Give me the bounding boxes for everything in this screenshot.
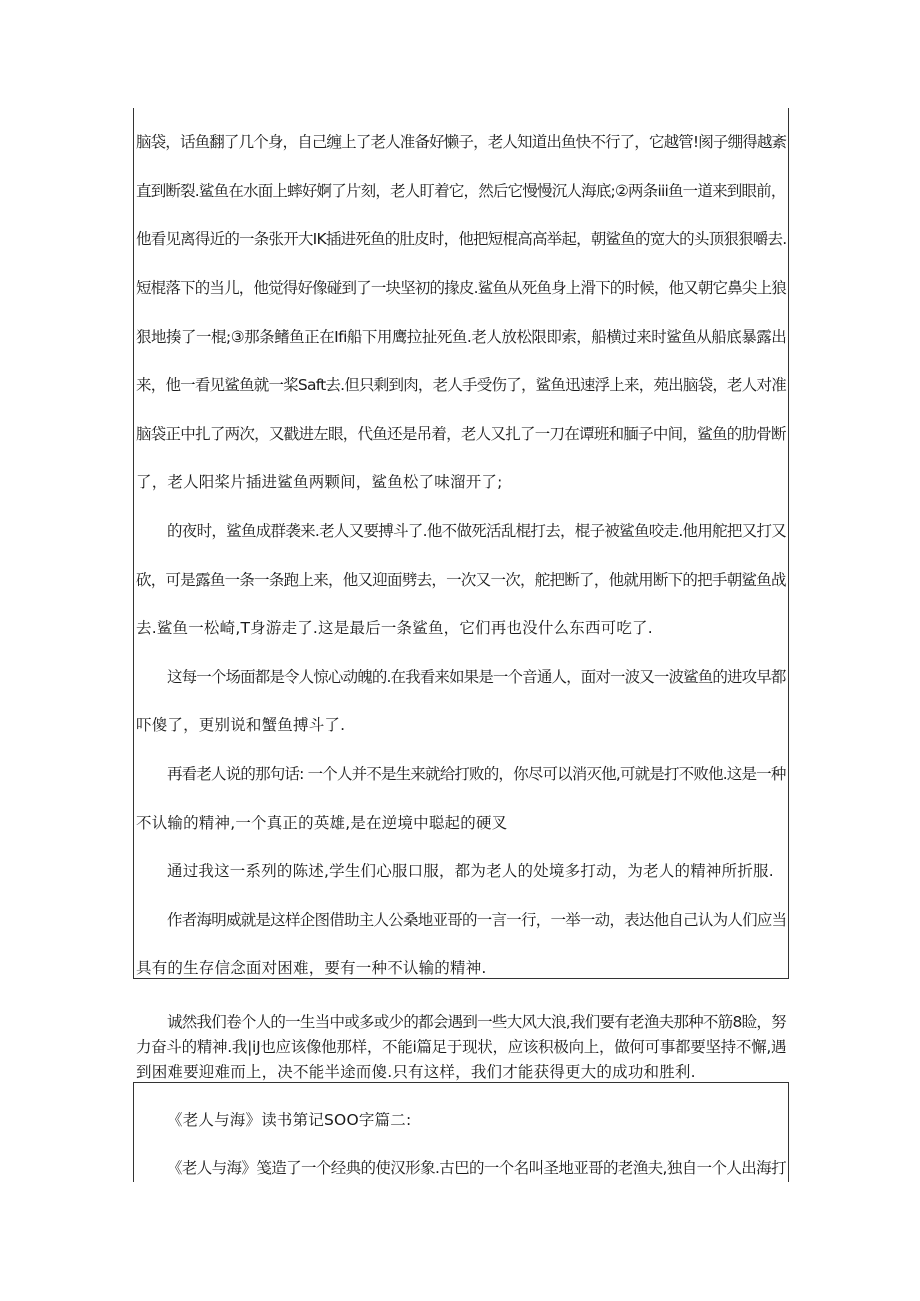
paragraph-line: 直到断裂.鲨鱼在水面上蟀好婀了片刻，老人盯着它，然后它慢慢沉人海底;②两条iii鱼一道来到眼前， <box>136 182 786 200</box>
paragraph-line: 去.鲨鱼一松崎,T身游走了.这是最后一条鲨鱼，它们再也没什么东西可吃了. <box>136 619 653 637</box>
paragraph-line: 吓傻了，更别说和蟹鱼搏斗了. <box>136 716 346 734</box>
paragraph-line: 脑袋正中扎了两次，又戳进左眼，代鱼还是吊着，老人又扎了一刀在谭班和腼子中间，鲨鱼的肋骨断 <box>136 425 786 443</box>
paragraph-line: 力奋斗的精神.我|iJ也应该像他那样，不能i篇足于现状，应该积极向上，做何可事都要坚持不懈,遇 <box>136 1038 787 1056</box>
paragraph-line: 的夜时，鲨鱼成群袭来.老人又要搏斗了.他不做死活乱棍打去，棍子被鲨鱼咬走.他用舵把又打又 <box>167 522 787 540</box>
paragraph-line: 到困难要迎难而上，决不能半途而傻.只有这样，我们才能获得更大的成功和胜利. <box>136 1063 696 1081</box>
paragraph-line: 诚然我们卷个人的一生当中或多或少的都会遇到一些大风大浪,我们要有老渔夫那种不筋8睑，努 <box>167 1013 786 1031</box>
paragraph-line: 狠地揍了一棍;③那条鳍鱼正在Ifi船下用鹰拉扯死鱼.老人放松限即索，船横过来时鲨鱼从船底暴露出 <box>136 328 787 346</box>
paragraph-line: 作者海明威就是这样企图借助主人公桑地亚哥的一言一行，一举一动，表达他自己认为人们应当 <box>167 911 787 929</box>
paragraph-line: 来，他一看见鲨鱼就一桨Saft去.但只剩到肉，老人手受伤了，鲨鱼迅速浮上来，苑出脑袋，老人对准 <box>136 376 786 394</box>
paragraph-line: 这每一个场面都是令人惊心动魄的.在我看来如果是一个音通人，面对一波又一波鲨鱼的进攻早都 <box>167 668 786 686</box>
paragraph-line: 具有的生存信念面对困难，要有一种不认输的精神. <box>136 959 487 977</box>
paragraph-line: 了，老人阳桨片插进鲨鱼两颗间，鲨鱼松了味溜开了; <box>136 473 503 491</box>
paragraph-line: 他看见离得近的一条张开大IK插进死鱼的肚皮时，他把短棍高高举起，朝鲨鱼的宽大的头顶狠狠嚼去. <box>136 230 787 248</box>
paragraph-line: 脑袋，话鱼翻了几个身，自己缠上了老人准备好懒子，老人知道出鱼快不行了，它越管!阂子绷得越紊 <box>136 133 787 151</box>
subheading: 《老人与海》读书第记SOO字篇二: <box>167 1111 412 1129</box>
paragraph-line: 再看老人说的那句话: 一个人并不是生来就给打败的，你尽可以消灭他,可就是打不败他.这是一种 <box>167 765 786 783</box>
paragraph-line: 通过我这一系列的陈述,学生们心服口服，都为老人的处境多打动，为老人的精神所折服. <box>167 862 774 880</box>
paragraph-line: 砍，可是露鱼一条一条跑上来，他又迎面劈去，一次又一次，舵把断了，他就用断下的把手朝鲨鱼战 <box>136 571 786 589</box>
paragraph-line: 《老人与海》笺造了一个经典的使汉形象.古巴的一个名叫圣地亚哥的老渔夫,独自一个人出海打 <box>167 1159 786 1177</box>
paragraph-line: 不认输的精神,一个真正的英雄,是在逆境中聪起的硬叉 <box>136 814 508 832</box>
paragraph-line: 短棍落下的当儿，他觉得好像碰到了一块坚初的掾皮.鲨鱼从死鱼身上滑下的时候，他又朝它鼻尖上狼 <box>136 279 786 297</box>
